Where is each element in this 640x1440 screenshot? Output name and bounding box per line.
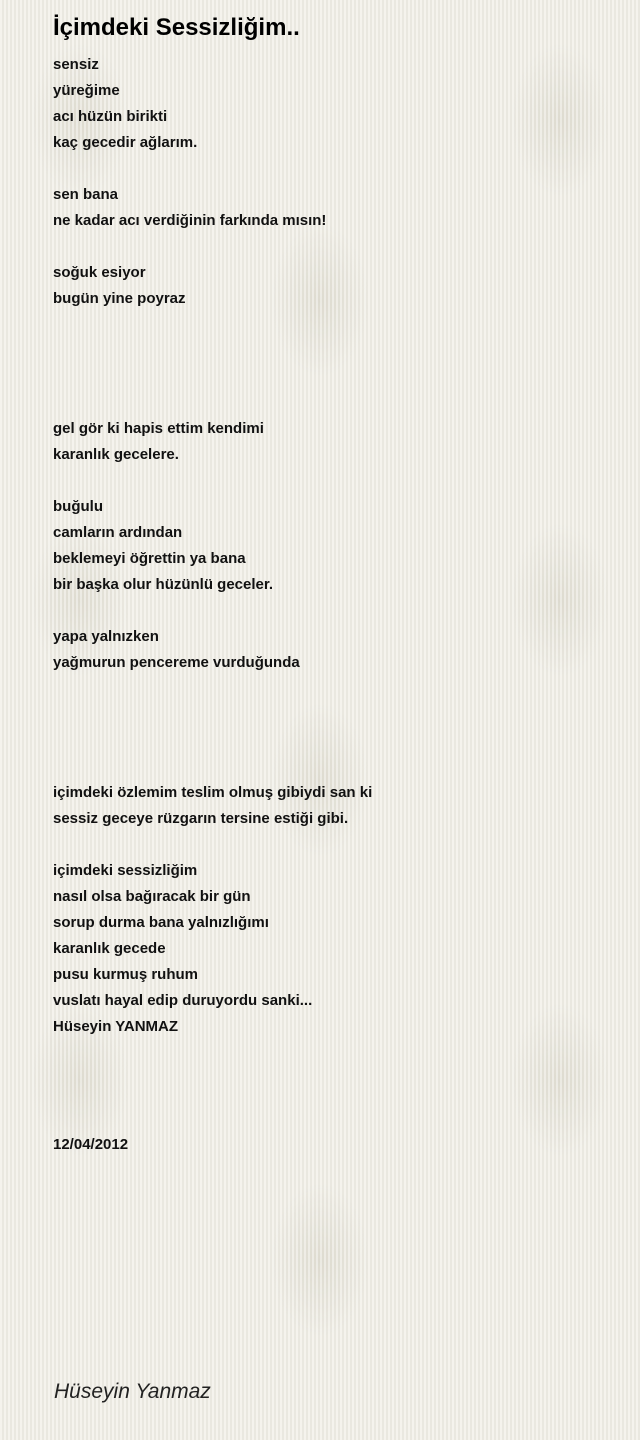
poem-line: içimdeki özlemim teslim olmuş gibiydi san ki (53, 784, 373, 801)
poem-line: yağmurun pencereme vurduğunda (53, 654, 300, 671)
poem-line: beklemeyi öğrettin ya bana (53, 550, 246, 567)
stanza-break (53, 156, 613, 182)
stanza-break (53, 234, 613, 260)
stanza-break (53, 676, 613, 702)
poem-body (53, 52, 613, 1040)
poem-line: ne kadar acı verdiğinin farkında mısın! (53, 212, 327, 229)
stanza-break (53, 754, 613, 780)
poem-line: kaç gecedir ağlarım. (53, 134, 198, 151)
poem-line: içimdeki sessizliğim (53, 862, 198, 879)
poem-line: Hüseyin YANMAZ (53, 1018, 179, 1035)
poem-line: bugün yine poyraz (53, 290, 186, 307)
poem-line: sensiz (53, 56, 99, 73)
poem-date: 12/04/2012 (53, 1136, 129, 1153)
stanza-break (53, 390, 613, 416)
stanza-break (53, 702, 613, 728)
poem-line: yüreğime (53, 82, 120, 99)
poem-line: karanlık gecelere. (53, 446, 179, 463)
poem-line: nasıl olsa bağıracak bir gün (53, 888, 251, 905)
poem-line: soğuk esiyor (53, 264, 146, 281)
poem-line: yapa yalnızken (53, 628, 159, 645)
poem-line: sorup durma bana yalnızlığımı (53, 914, 269, 931)
poem-title: İçimdeki Sessizliğim.. (53, 14, 300, 41)
poem-line: vuslatı hayal edip duruyordu sanki... (53, 992, 313, 1009)
stanza-break (53, 312, 613, 338)
poem-line: sessiz geceye rüzgarın tersine estiği gibi. (53, 810, 349, 827)
stanza-break (53, 338, 613, 364)
poem-line: sen bana (53, 186, 119, 203)
poem-line: camların ardından (53, 524, 183, 541)
poem-line: karanlık gecede (53, 940, 166, 957)
stanza-break (53, 598, 613, 624)
poem-line: buğulu (53, 498, 103, 515)
poem-line: bir başka olur hüzünlü geceler. (53, 576, 274, 593)
stanza-break (53, 468, 613, 494)
author-signature: Hüseyin Yanmaz (54, 1380, 211, 1403)
stanza-break (53, 832, 613, 858)
stanza-break (53, 728, 613, 754)
poem-line: acı hüzün birikti (53, 108, 168, 125)
poem-line: pusu kurmuş ruhum (53, 966, 199, 983)
stanza-break (53, 364, 613, 390)
poem-line: gel gör ki hapis ettim kendimi (53, 420, 264, 437)
